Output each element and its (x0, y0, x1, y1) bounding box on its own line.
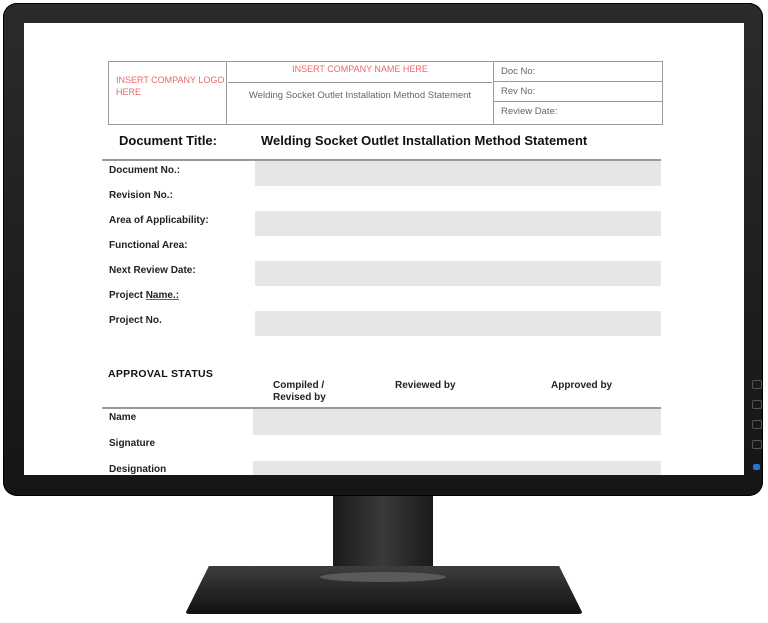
field-label: Next Review Date: (109, 265, 196, 276)
field-row-functional-area (102, 236, 661, 261)
approval-col-compiled-line1: Compiled / (273, 380, 325, 391)
field-label: Functional Area: (109, 240, 188, 251)
field-value-cell[interactable] (255, 236, 661, 261)
method-statement-title: Welding Socket Outlet Installation Method Statement (248, 90, 472, 101)
field-value-cell[interactable] (255, 311, 661, 336)
field-value-cell[interactable] (255, 261, 661, 286)
document-header-table (108, 61, 663, 125)
approval-row-designation (102, 461, 661, 475)
approval-value-cell[interactable] (253, 409, 661, 435)
doc-no-label: Doc No: (494, 62, 663, 82)
stand-highlight (320, 572, 446, 582)
field-label-text: Project (109, 290, 143, 301)
approval-row-label: Designation (109, 464, 167, 475)
field-row-area-of-applicability (102, 211, 661, 236)
company-name-placeholder: INSERT COMPANY NAME HERE (228, 62, 492, 83)
rev-no-label: Rev No: (494, 82, 663, 102)
approval-table (102, 407, 661, 475)
field-value-cell[interactable] (255, 286, 661, 311)
document-fields-table (102, 159, 661, 341)
field-row-project-no (102, 311, 661, 336)
approval-row-signature (102, 435, 661, 461)
document-page (24, 23, 744, 475)
document-title-value: Welding Socket Outlet Installation Method Statement (261, 133, 588, 148)
field-row-revision-no (102, 186, 661, 211)
field-label: Revision No.: (109, 190, 173, 201)
approval-row-label: Name (109, 412, 137, 423)
monitor-screen (24, 23, 744, 475)
approval-row-label: Signature (109, 438, 156, 449)
field-row-next-review-date (102, 261, 661, 286)
document-title-label: Document Title: (119, 133, 217, 148)
monitor-menu-button[interactable] (752, 380, 762, 389)
approval-col-approved: Approved by (551, 380, 613, 391)
field-row-document-no (102, 161, 661, 186)
approval-col-reviewed: Reviewed by (395, 380, 456, 391)
field-label-underlined: Name.: (145, 290, 180, 301)
monitor-input-button[interactable] (752, 440, 762, 449)
field-label: Project No. (109, 315, 162, 326)
monitor-down-button[interactable] (752, 420, 762, 429)
approval-col-compiled (273, 380, 326, 404)
approval-row-name (102, 409, 661, 435)
approval-value-cell[interactable] (253, 435, 661, 461)
approval-status-title: APPROVAL STATUS (108, 368, 214, 380)
approval-col-compiled-line2: Revised by (273, 392, 326, 403)
field-label: Document No.: (109, 165, 181, 176)
monitor-up-button[interactable] (752, 400, 762, 409)
field-label (109, 290, 179, 301)
field-value-cell[interactable] (255, 211, 661, 236)
review-date-label: Review Date: (501, 106, 558, 117)
power-led-icon[interactable] (753, 464, 760, 470)
field-value-cell[interactable] (255, 186, 661, 211)
approval-value-cell[interactable] (253, 461, 661, 475)
company-logo-placeholder: INSERT COMPANY LOGO HERE (109, 62, 227, 124)
field-value-cell[interactable] (255, 161, 661, 186)
field-row-project-name (102, 286, 661, 311)
monitor-stand-neck (333, 496, 433, 574)
doc-info-cells (493, 62, 663, 124)
field-label: Area of Applicability: (109, 215, 209, 226)
